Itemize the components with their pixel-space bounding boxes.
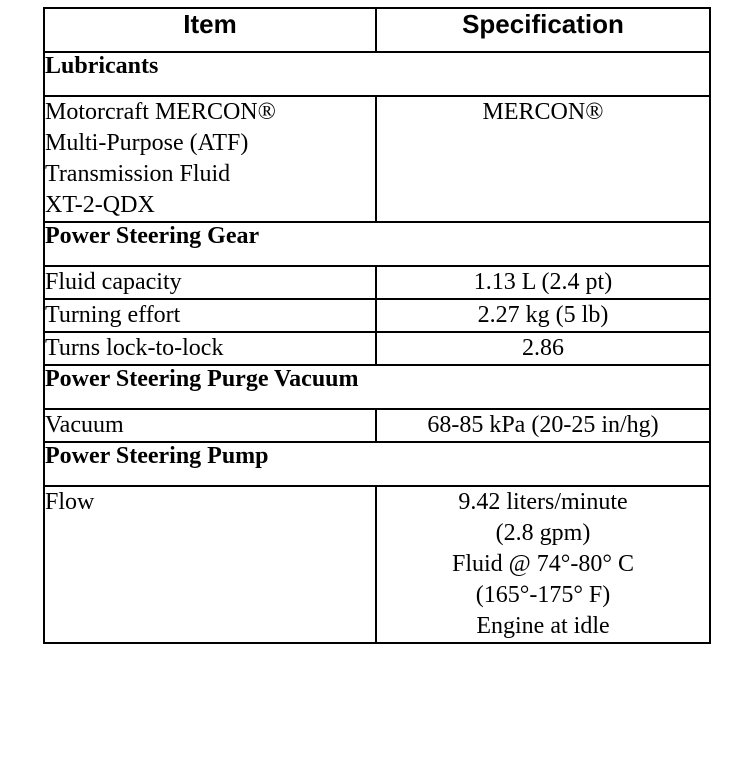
- item-cell: [44, 266, 376, 299]
- section-title: Power Steering Gear: [44, 222, 710, 266]
- section-row-lubricants: [44, 52, 710, 96]
- item-text: Flow: [45, 489, 95, 515]
- header-item: Item: [44, 8, 376, 52]
- spec-text: MERCON®: [482, 99, 604, 125]
- item-text: Multi-Purpose (ATF): [45, 130, 249, 156]
- spec-text: (2.8 gpm): [495, 520, 591, 546]
- item-text: Vacuum: [45, 412, 124, 438]
- section-row-power-steering-purge-vacuum: [44, 365, 710, 409]
- item-cell: [44, 409, 376, 442]
- item-cell: [44, 299, 376, 332]
- spec-cell: [376, 96, 710, 222]
- spec-text: Fluid @ 74°-80° C: [452, 551, 634, 577]
- item-text: Turning effort: [45, 302, 181, 328]
- table-row: [44, 266, 710, 299]
- section-title: Lubricants: [44, 52, 710, 96]
- table-row: [44, 96, 710, 222]
- item-text: XT-2-QDX: [45, 192, 155, 218]
- item-text: Fluid capacity: [45, 269, 182, 295]
- table-row: [44, 299, 710, 332]
- spec-text: Engine at idle: [476, 613, 610, 639]
- section-row-power-steering-pump: [44, 442, 710, 486]
- spec-text: 1.13 L (2.4 pt): [473, 269, 613, 295]
- spec-cell: [376, 409, 710, 442]
- item-cell: [44, 332, 376, 365]
- spec-cell: [376, 332, 710, 365]
- spec-cell: [376, 266, 710, 299]
- table-row: [44, 332, 710, 365]
- item-cell: [44, 96, 376, 222]
- table-row: [44, 409, 710, 442]
- item-text: Transmission Fluid: [45, 161, 231, 187]
- item-text: Motorcraft MERCON®: [45, 99, 276, 125]
- spec-text: (165°-175° F): [475, 582, 611, 608]
- section-title: Power Steering Pump: [44, 442, 710, 486]
- section-title: Power Steering Purge Vacuum: [44, 365, 710, 409]
- item-cell: [44, 486, 376, 643]
- header-row: [44, 8, 710, 52]
- section-row-power-steering-gear: [44, 222, 710, 266]
- spec-text: 2.86: [522, 335, 564, 361]
- specification-table: [43, 7, 711, 644]
- header-specification: Specification: [376, 8, 710, 52]
- spec-text: 2.27 kg (5 lb): [477, 302, 609, 328]
- item-text: Turns lock-to-lock: [45, 335, 224, 361]
- table-row: [44, 486, 710, 643]
- spec-text: 68-85 kPa (20-25 in/hg): [427, 412, 659, 438]
- spec-cell: [376, 299, 710, 332]
- spec-text: 9.42 liters/minute: [458, 489, 628, 515]
- spec-cell: [376, 486, 710, 643]
